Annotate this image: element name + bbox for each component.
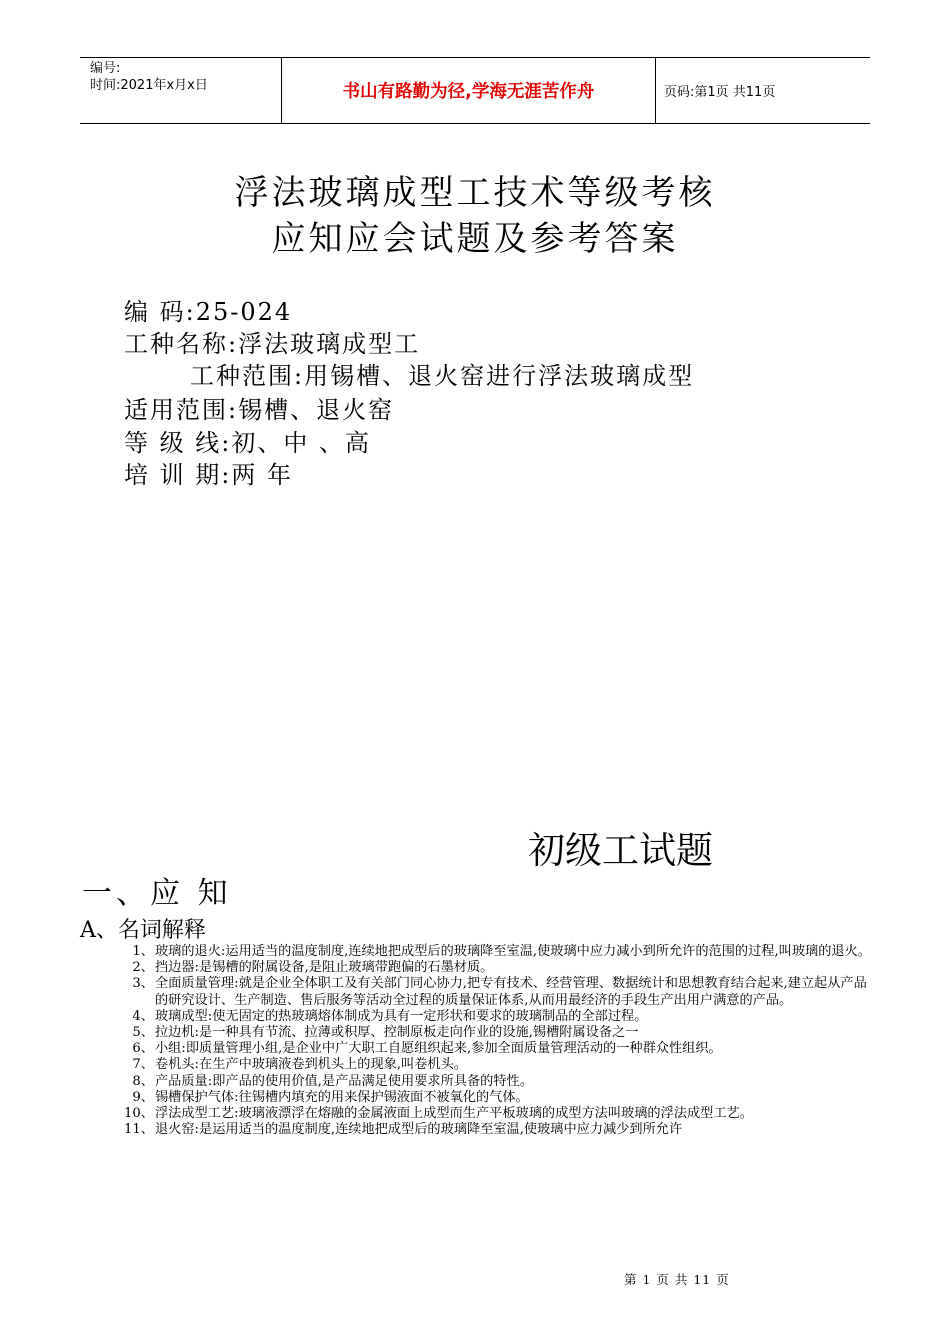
item-number: 4、 — [132, 1008, 154, 1024]
item-number: 9、 — [132, 1089, 154, 1105]
item-text: 卷机头:在生产中玻璃液卷到机头上的现象,叫卷机头。 — [155, 1057, 467, 1073]
item-number: 10、 — [124, 1106, 154, 1122]
list-item — [118, 1025, 878, 1041]
page-label: 页码:第1页 共11页 — [664, 85, 776, 100]
item-text: 玻璃的退火:运用适当的温度制度,连续地把成型后的玻璃降至室温,使玻璃中应力减小到所允许的范围的过程,叫玻璃的退火。 — [155, 944, 871, 959]
item-text: 拉边机:是一种具有节流、拉薄或积厚、控制原板走向作业的设施,锡槽附属设备之一 — [155, 1025, 639, 1041]
list-item — [118, 976, 878, 1008]
section-heading-a: A、名词解释 — [80, 918, 206, 943]
doc-title-line2: 应知应会试题及参考答案 — [271, 219, 679, 259]
item-text: 产品质量:即产品的使用价值,是产品满足使用要求所具备的特性。 — [155, 1073, 533, 1089]
item-number: 6、 — [132, 1041, 154, 1057]
list-item — [118, 1074, 878, 1090]
section-heading-1: 一、应 知 — [82, 876, 232, 911]
list-item — [118, 944, 878, 960]
item-number: 8、 — [132, 1073, 154, 1089]
info-training: 培 训 期:两 年 — [124, 461, 293, 489]
item-number: 2、 — [132, 960, 154, 976]
list-item — [118, 1106, 878, 1122]
info-code: 编 码:25-024 — [124, 298, 293, 326]
list-item — [118, 1009, 878, 1025]
list-item — [118, 1057, 878, 1073]
number-label: 编号: — [90, 61, 121, 76]
info-levels: 等 级 线:初、中 、高 — [124, 429, 371, 457]
item-text: 全面质量管理:就是企业全体职工及有关部门同心协力,把专有技术、经营管理、数据统计和思想教育结合起来,建立起从产品的研究设计、生产制造、售后服务等活动全过程的质量保证体系,从而用最经济的手段生产出用户满意的产品。 — [155, 976, 867, 1008]
item-number: 3、 — [132, 976, 154, 992]
doc-title-line1: 浮法玻璃成型工技术等级考核 — [234, 173, 716, 213]
page-footer: 第 1 页 共 11 页 — [624, 1272, 730, 1287]
list-item — [118, 1041, 878, 1057]
item-text: 玻璃成型:使无固定的热玻璃熔体制成为具有一定形状和要求的玻璃制品的全部过程。 — [155, 1008, 648, 1024]
item-number: 7、 — [132, 1057, 154, 1073]
info-job-scope: 工种范围:用锡槽、退火窑进行浮法玻璃成型 — [190, 362, 695, 390]
item-text: 小组:即质量管理小组,是企业中广大职工自愿组织起来,参加全面质量管理活动的一种群众性组织。 — [155, 1041, 722, 1057]
item-text: 挡边器:是锡槽的附属设备,是阻止玻璃带跑偏的石墨材质。 — [155, 960, 494, 976]
item-number: 11、 — [124, 1122, 154, 1138]
level-title: 初级工试题 — [528, 829, 713, 872]
list-item — [118, 960, 878, 976]
motto: 书山有路勤为径,学海无涯苦作舟 — [281, 58, 656, 123]
list-item — [118, 1090, 878, 1106]
info-job-name: 工种名称:浮法玻璃成型工 — [124, 330, 421, 358]
item-text: 锡槽保护气体:往锡槽内填充的用来保护锡液面不被氧化的气体。 — [155, 1089, 529, 1105]
item-number: 5、 — [132, 1025, 154, 1041]
item-text: 退火窑:是运用适当的温度制度,连续地把成型后的玻璃降至室温,使玻璃中应力减少到所允许 — [155, 1122, 683, 1138]
item-text: 浮法成型工艺:玻璃液漂浮在熔融的金属液面上成型而生产平板玻璃的成型方法叫玻璃的浮法成型工艺。 — [155, 1106, 753, 1122]
list-item — [118, 1122, 878, 1138]
header-left-cell — [80, 58, 281, 123]
definition-list — [118, 944, 878, 1138]
header-table — [80, 57, 870, 124]
item-number: 1、 — [132, 944, 154, 959]
info-applicable: 适用范围:锡槽、退火窑 — [124, 396, 395, 424]
time-label: 时间:2021年x月x日 — [90, 78, 208, 93]
